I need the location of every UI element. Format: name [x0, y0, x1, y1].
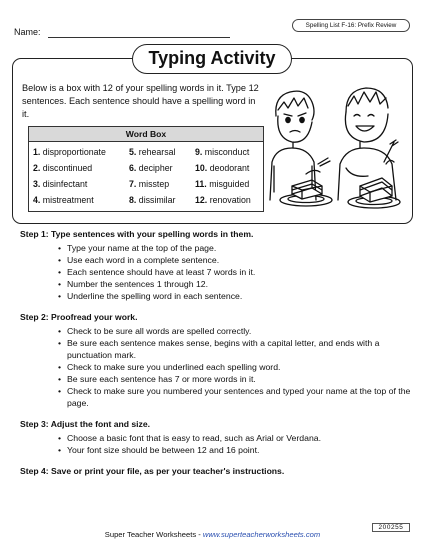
word-item: 9. misconduct: [195, 147, 250, 157]
step-3-list: [58, 432, 415, 456]
word-item: 10. deodorant: [195, 163, 250, 173]
step-2-list: [58, 325, 415, 409]
worksheet-code: 200255: [372, 523, 410, 532]
footer-brand: Super Teacher Worksheets -: [104, 530, 203, 539]
step-1-item: • Each sentence should have at least 7 words in it.: [58, 266, 415, 278]
word-item: 5. rehearsal: [129, 147, 176, 157]
step-2-item: • Be sure each sentence has 7 or more words in it.: [58, 373, 415, 385]
word-item: 7. misstep: [129, 179, 170, 189]
word-item: 3. disinfectant: [33, 179, 88, 189]
spelling-list-tag: Spelling List F-16: Prefix Review: [292, 19, 410, 32]
step-2-item: • Be sure each sentence makes sense, begins with a capital letter, and ends with a punctuation mark.: [58, 337, 415, 361]
footer-url[interactable]: www.superteacherworksheets.com: [202, 530, 321, 539]
step-1-item: • Underline the spelling word in each sentence.: [58, 290, 415, 302]
step-4-heading: Step 4: Save or print your file, as per your teacher's instructions.: [20, 466, 285, 476]
word-box: [28, 126, 264, 212]
word-item: 1. disproportionate: [33, 147, 106, 157]
name-line: [48, 37, 230, 38]
footer: [0, 530, 425, 539]
step-1-item: • Type your name at the top of the page.: [58, 242, 415, 254]
word-item: 12. renovation: [195, 195, 251, 205]
word-item: 8. dissimilar: [129, 195, 176, 205]
step-1-list: [58, 242, 415, 302]
step-2-item: • Check to be sure all words are spelled correctly.: [58, 325, 415, 337]
step-2-item: • Check to make sure you underlined each spelling word.: [58, 361, 415, 373]
step-1-item: • Use each word in a complete sentence.: [58, 254, 415, 266]
step-3-item: • Your font size should be between 12 and 16 point.: [58, 444, 415, 456]
page-title: Typing Activity: [132, 44, 292, 74]
step-1-item: • Number the sentences 1 through 12.: [58, 278, 415, 290]
steps-section: [20, 229, 415, 477]
word-item: 6. decipher: [129, 163, 173, 173]
word-item: 2. discontinued: [33, 163, 93, 173]
intro-text: Below is a box with 12 of your spelling words in it. Type 12 sentences. Each sentence should have a spelling word in it.: [22, 83, 259, 119]
step-3-heading: Step 3: Adjust the font and size.: [20, 419, 151, 429]
step-2-item: • Check to make sure you numbered your sentences and typed your name at the top of the page.: [58, 385, 415, 409]
word-grid: [29, 142, 263, 211]
step-3-item: • Choose a basic font that is easy to read, such as Arial or Verdana.: [58, 432, 415, 444]
step-1-heading: Step 1: Type sentences with your spelling words in them.: [20, 229, 254, 239]
step-2-heading: Step 2: Proofread your work.: [20, 312, 138, 322]
word-item: 4. mistreatment: [33, 195, 94, 205]
name-label: Name:: [14, 27, 41, 37]
word-box-header: Word Box: [29, 127, 263, 142]
word-item: 11. misguided: [195, 179, 250, 189]
kids-eating-cake-illustration: [262, 82, 408, 214]
